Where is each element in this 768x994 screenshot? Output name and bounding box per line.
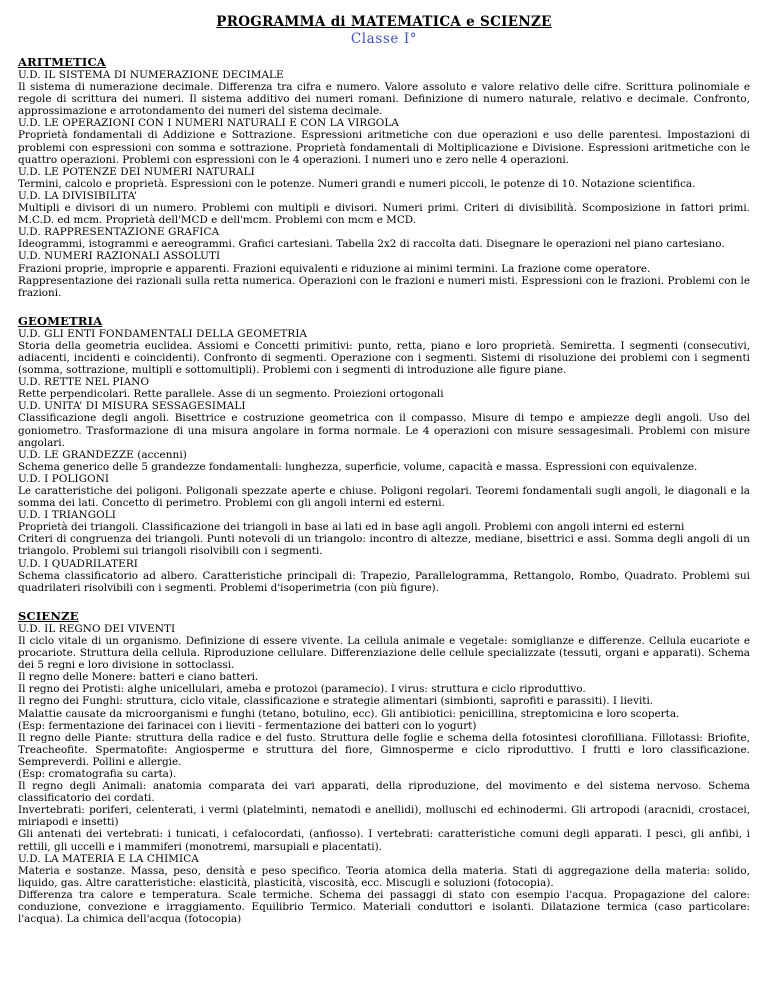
unit-heading: U.D. UNITA’ DI MISURA SESSAGESIMALI — [18, 400, 246, 413]
unit-description: Frazioni proprie, improprie e apparenti. Frazioni equivalenti e riduzione ai minimi termini. La frazione come operatore. — [18, 262, 651, 275]
section-title: ARITMETICA — [18, 55, 106, 69]
unit-description: Proprietà fondamentali di Addizione e Sottrazione. Espressioni aritmetiche con due operazioni e uso delle parentesi. Impostazioni di problemi con espressioni con somma e sottrazione. Proprietà fondamentali di Moltiplicazione e Divisione. Espressioni aritmetiche con le quattro operazioni. Problemi con espressioni con le 4 operazioni. I numeri uno e zero nelle 4 operazioni. — [18, 129, 750, 166]
unit-description: Le caratteristiche dei poligoni. Poligonali spezzate aperte e chiuse. Poligoni regolari. Teoremi fondamentali sugli angoli, le diagonali e la somma dei lati. Concetto di perimetro. Problemi con gli angoli interni ed esterni. — [18, 485, 750, 510]
unit-description: Multipli e divisori di un numero. Problemi con multipli e divisori. Numeri primi. Criteri di divisibilità. Scomposizione in fattori primi. M.C.D. ed mcm. Proprietà dell'MCD e dell'mcm. Problemi con mcm e MCD. — [18, 202, 750, 227]
unit-description: Schema generico delle 5 grandezze fondamentali: lunghezza, superficie, volume, capacità e massa. Espressioni con equivalenze. — [18, 460, 698, 473]
unit-heading: U.D. LE GRANDEZZE (accenni) — [18, 448, 187, 461]
unit-description: Il regno delle Piante: struttura della radice e del fusto. Struttura delle foglie e schema della fotosintesi clorofilliana. Fillotassi: Briofite, Treacheofite. Spermatofite: Angiosperme e struttura del fiore, Gimnosperme e ciclo riproduttivo. I frutti e loro classificazione. Sempreverdi. Pollini e allergie. — [18, 731, 750, 768]
unit-description: (Esp: fermentazione dei farinacei con i lieviti - fermentazione dei batteri con lo yogurt) — [18, 719, 477, 732]
unit-heading: U.D. LE POTENZE DEI NUMERI NATURALI — [18, 165, 255, 178]
class-subtitle: Classe I° — [350, 31, 418, 47]
unit-heading: U.D. I POLIGONI — [18, 472, 110, 485]
section-scienze — [18, 610, 750, 925]
unit-heading: U.D. IL SISTEMA DI NUMERAZIONE DECIMALE — [18, 69, 284, 81]
unit-description: Storia della geometria euclidea. Assiomi e Concetti primitivi: punto, retta, piano e loro proprietà. Semiretta. I segmenti (consecutivi, adiacenti, incidenti e coincidenti). Confronto di segmenti. Operazione con i segmenti. Sistemi di risoluzione dei problemi con i segmenti (somma, sottrazione, multipli e sottomultipli). Problemi con i segmenti di introduzione alle figure piane. — [18, 339, 750, 377]
unit-heading: U.D. GLI ENTI FONDAMENTALI DELLA GEOMETRIA — [18, 327, 308, 340]
unit-heading: U.D. IL REGNO DEI VIVENTI — [18, 622, 176, 635]
document-header — [0, 0, 768, 48]
section-aritmetica — [18, 56, 750, 299]
unit-description: Criteri di congruenza dei triangoli. Punti notevoli di un triangolo: incontro di altezze, mediane, bisettrici e assi. Somma degli angoli di un triangolo. Problemi sui triangoli risolvibili con i segmenti. — [18, 533, 750, 558]
unit-description: Rette perpendicolari. Rette parallele. Asse di un segmento. Proiezioni ortogonali — [18, 388, 444, 401]
unit-description: Ideogrammi, istogrammi e aereogrammi. Grafici cartesiani. Tabella 2x2 di raccolta dati. Disegnare le operazioni nel piano cartesiano. — [18, 238, 725, 251]
unit-description: Il regno dei Funghi: struttura, ciclo vitale, classificazione e strategie alimentari (simbionti, saprofiti e parassiti). I lieviti. — [18, 695, 654, 708]
section-title: GEOMETRIA — [18, 313, 103, 328]
unit-description: Schema classificatorio ad albero. Caratteristiche principali di: Trapezio, Parallelogramma, Rettangolo, Rombo, Quadrato. Problemi sui quadrilateri risolvibili con i segmenti. Problemi d'isoperimetria (con più figure). — [18, 569, 750, 594]
unit-description: Rappresentazione dei razionali sulla retta numerica. Operazioni con le frazioni e numeri misti. Espressioni con le frazioni. Problemi con le frazioni. — [18, 274, 750, 299]
unit-heading: U.D. RAPPRESENTAZIONE GRAFICA — [18, 226, 220, 239]
unit-heading: U.D. LA MATERIA E LA CHIMICA — [18, 852, 199, 865]
section-geometria — [18, 315, 750, 594]
document-title: PROGRAMMA di MATEMATICA e SCIENZE — [216, 14, 552, 30]
unit-description: (Esp: cromatografia su carta). — [18, 767, 177, 780]
unit-description: Il ciclo vitale di un organismo. Definizione di essere vivente. La cellula animale e vegetale: somiglianze e differenze. Cellula eucariote e procariote. Struttura della cellula. Riproduzione cellulare. Differenziazione delle cellule specializzate (tessuti, organi e apparati). Schema dei 5 regni e loro divisione in sottoclassi. — [18, 634, 750, 672]
unit-description: Termini, calcolo e proprietà. Espressioni con le potenze. Numeri grandi e numeri piccoli, le potenze di 10. Notazione scientifica. — [18, 177, 696, 190]
unit-heading: U.D. I TRIANGOLI — [18, 509, 116, 522]
unit-description: Invertebrati: poriferi, celenterati, i vermi (platelminti, nematodi e anellidi), molluschi ed echinodermi. Gli artropodi (aracnidi, crostacei, miriapodi e insetti) — [18, 804, 750, 829]
unit-heading: U.D. LA DIVISIBILITA’ — [18, 189, 138, 202]
unit-heading: U.D. I QUADRILATERI — [18, 557, 138, 570]
unit-description: Malattie causate da microorganismi e funghi (tetano, botulino, ecc). Gli antibiotici: penicillina, streptomicina e loro scoperta. — [18, 707, 680, 720]
unit-description: Gli antenati dei vertebrati: i tunicati, i cefalocordati, (anfiosso). I vertebrati: caratteristiche comuni degli apparati. I pesci, gli anfibi, i rettili, gli uccelli e i mammiferi (monotremi, marsupiali e placentati). — [18, 828, 750, 853]
unit-heading: U.D. LE OPERAZIONI CON I NUMERI NATURALI E CON LA VIRGOLA — [18, 117, 399, 130]
unit-description: Proprietà dei triangoli. Classificazione dei triangoli in base ai lati ed in base agli angoli. Problemi con angoli interni ed esterni — [18, 521, 685, 534]
unit-description: Materia e sostanze. Massa, peso, densità e peso specifico. Teoria atomica della materia. Stati di aggregazione della materia: solido, liquido, gas. Altre caratteristiche: elasticità, plasticità, viscosità, ecc. Miscugli e soluzioni (fotocopia). — [18, 864, 750, 889]
section-title: SCIENZE — [18, 608, 79, 623]
unit-heading: U.D. NUMERI RAZIONALI ASSOLUTI — [18, 250, 221, 263]
unit-description: Il sistema di numerazione decimale. Differenza tra cifra e numero. Valore assoluto e valore relativo delle cifre. Scrittura polinomiale e regole di scrittura dei numeri. Il sistema additivo dei numeri romani. Definizione di numero naturale, relativo e decimale. Confronto, approssimazione e arrotondamento dei numeri del sistema decimale. — [18, 81, 750, 118]
unit-description: Differenza tra calore e temperatura. Scale termiche. Schema dei passaggi di stato con esempio l'acqua. Propagazione del calore: conduzione, convezione e irraggiamento. Equilibrio Termico. Materiali conduttori e isolanti. Dilatazione termica (caso particolare: l'acqua). La chimica dell'acqua (fotocopia) — [18, 888, 750, 926]
unit-heading: U.D. RETTE NEL PIANO — [18, 376, 150, 389]
unit-description: Classificazione degli angoli. Bisettrice e costruzione geometrica con il compasso. Misure di tempo e ampiezze degli angoli. Uso del goniometro. Trasformazione di una misura angolare in forma normale. Le 4 operazioni con misure sessagesimali. Problemi con misure angolari. — [18, 412, 750, 449]
unit-description: Il regno degli Animali: anatomia comparata dei vari apparati, della riproduzione, del movimento e del sistema nervoso. Schema classificatorio dei cordati. — [18, 780, 750, 805]
unit-description: Il regno delle Monere: batteri e ciano batteri. — [18, 671, 259, 684]
document-body — [18, 56, 750, 925]
unit-description: Il regno dei Protisti: alghe unicellulari, ameba e protozoi (paramecio). I virus: struttura e ciclo riproduttivo. — [18, 683, 586, 696]
